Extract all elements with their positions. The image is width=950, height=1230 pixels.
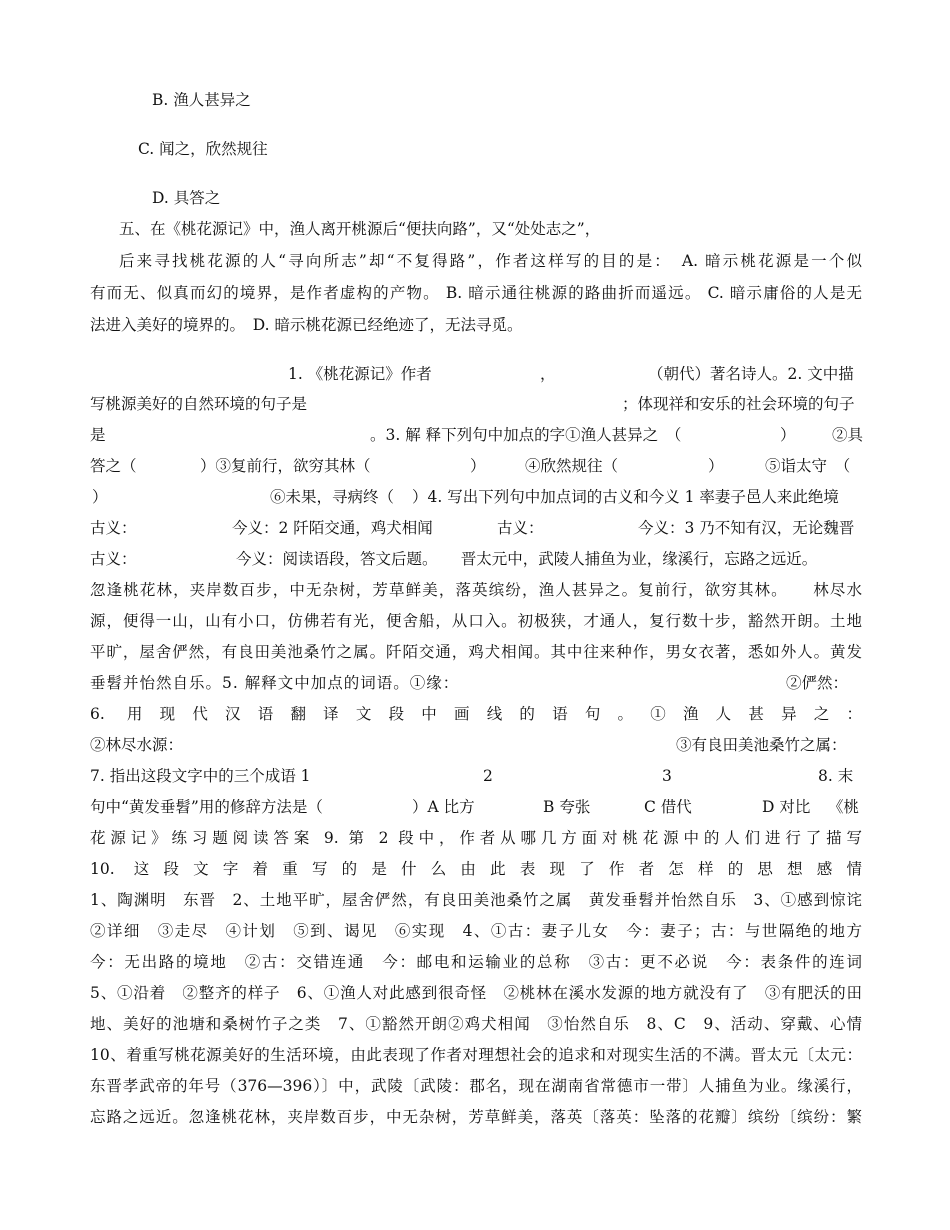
exercise-text: ）4. 写出下列句中加点词的古义和今义 1 率妻子邑人来此绝境 — [412, 488, 839, 506]
exercise-text: 忽逢桃花林，夹岸数百步，中无杂树，芳草鲜美，落英缤纷，渔人甚异之。复前行，欲穷其林。 林尽水 — [90, 581, 862, 599]
exercise-text: 古义： — [90, 550, 137, 568]
answer-line: 东晋孝武帝的年号（376—396）〕中，武陵〔武陵：郡名，现在湖南省常德市一带〕人捕鱼为业。缘溪行， — [90, 1077, 862, 1095]
answer-line: 1、陶渊明 东晋 2、土地平旷，屋舍俨然，有良田美池桑竹之属 黄发垂髫并怡然自乐 3、①感到惊诧 — [90, 891, 862, 909]
exercise-text: ） — [708, 457, 724, 475]
exercise-text: 句中“黄发垂髫”用的修辞方法是（ — [90, 798, 323, 816]
exercise-text: （朝代）著名诗人。2. 文中描 — [648, 365, 854, 383]
exercise-text: ；体现祥和安乐的社会环境的句子 — [622, 395, 855, 413]
exercise-text: 今义：2 阡陌交通，鸡犬相闻 — [232, 519, 433, 537]
exercise-text: 7. 指出这段文字中的三个成语 1 — [90, 767, 311, 785]
exercise-text: 古义： — [90, 519, 137, 537]
exercise-text: 6. 用现代汉语翻译文段中画线的语句。①渔人甚异之： — [90, 705, 862, 723]
exercise-text: 答之（ — [90, 457, 137, 475]
exercise-text: C 借代 — [644, 798, 692, 816]
exercise-text: ） — [470, 457, 486, 475]
answer-line: 地、美好的池塘和桑树竹子之类 7、①豁然开朗②鸡犬相闻 ③怡然自乐 8、C 9、活动、穿戴、心情 — [90, 1015, 862, 1033]
exercise-text: 花源记》练习题阅读答案 9. 第 2 段中，作者从哪几方面对桃花源中的人们进行了描写 — [90, 829, 862, 847]
exercise-text: 3 — [662, 767, 672, 785]
exercise-text: ③有良田美池桑竹之属： — [676, 736, 847, 754]
answer-line: 10、着重写桃花源美好的生活环境，由此表现了作者对理想社会的追求和对现实生活的不满。晋太元〔太元： — [90, 1046, 862, 1064]
exercise-text: ⑥未果，寻病终（ — [270, 488, 395, 506]
exercise-text: ） — [780, 426, 796, 444]
exercise-text: 垂髫并怡然自乐。5. 解释文中加点的词语。①缘： — [90, 674, 460, 692]
question5-line: 后来寻找桃花源的人“寻向所志”却“不复得路”，作者这样写的目的是： A. 暗示桃花源是一个似 — [119, 252, 862, 270]
question5-line: 有而无、似真而幻的境界，是作者虚构的产物。 B. 暗示通往桃源的路曲折而遥远。 C. 暗示庸俗的人是无 — [90, 284, 862, 302]
exercise-text: ） — [92, 488, 108, 506]
exercise-text: 8. 末 — [818, 767, 854, 785]
exercise-text: B 夸张 — [543, 798, 591, 816]
option-c: C. 闻之，欣然规往 — [138, 140, 268, 158]
exercise-text: 平旷，屋舍俨然，有良田美池桑竹之属。阡陌交通，鸡犬相闻。其中往来种作，男女衣著，悉如外人。黄发 — [90, 643, 862, 661]
answer-line: ②详细 ③走尽 ④计划 ⑤到、谒见 ⑥实现 4、①古：妻子儿女 今：妻子；古：与世隔绝的地方 — [90, 922, 862, 940]
exercise-text: ⑤诣太守 （ — [765, 457, 851, 475]
exercise-text: ， — [540, 365, 556, 383]
exercise-text: 10. 这段文字着重写的是什么由此表现了作者怎样的思想感情 — [90, 860, 862, 878]
exercise-text: 今义：3 乃不知有汉，无论魏晋 — [638, 519, 855, 537]
question5-line: 五、在《桃花源记》中，渔人离开桃源后“便扶向路”，又“处处志之”， — [119, 220, 601, 238]
exercise-text: 2 — [483, 767, 493, 785]
exercise-text: ）③复前行，欲穷其林（ — [200, 457, 371, 475]
exercise-text: ②具 — [832, 426, 864, 444]
answer-line: 5、①沿着 ②整齐的样子 6、①渔人对此感到很奇怪 ②桃林在溪水发源的地方就没有了 ③有肥沃的田 — [90, 984, 862, 1002]
option-b: B. 渔人甚异之 — [152, 91, 251, 109]
exercise-text: 。3. 解 释下列句中加点的字①渔人甚异之 （ — [370, 426, 682, 444]
exercise-text: 1. 《桃花源记》作者 — [288, 365, 432, 383]
question5-line: 法进入美好的境界的。 D. 暗示桃花源已经绝迹了，无法寻觅。 — [90, 316, 523, 334]
answer-line: 忘路之远近。忽逢桃花林，夹岸数百步，中无杂树，芳草鲜美，落英〔落英：坠落的花瓣〕缤纷〔缤纷：繁 — [90, 1108, 862, 1126]
exercise-text: ④欣然规往（ — [525, 457, 619, 475]
exercise-text: 《桃 — [828, 798, 860, 816]
exercise-text: 今义：阅读语段，答文后题。 晋太元中，武陵人捕鱼为业，缘溪行，忘路之远近。 — [236, 550, 818, 568]
exercise-text: ）A 比方 — [412, 798, 475, 816]
exercise-text: 古义： — [497, 519, 544, 537]
option-d: D. 具答之 — [152, 189, 221, 207]
exercise-text: ②林尽水源： — [90, 736, 184, 754]
exercise-text: 源，便得一山，山有小口，仿佛若有光，便舍船，从口入。初极狭，才通人，复行数十步，豁然开朗。土地 — [90, 612, 862, 630]
exercise-text: D 对比 — [762, 798, 811, 816]
exercise-text: ②俨然： — [786, 674, 849, 692]
exercise-text: 写桃源美好的自然环境的句子是 — [90, 395, 308, 413]
exercise-text: 是 — [90, 426, 106, 444]
answer-line: 今：无出路的境地 ②古：交错连通 今：邮电和运输业的总称 ③古：更不必说 今：表条件的连词 — [90, 953, 862, 971]
